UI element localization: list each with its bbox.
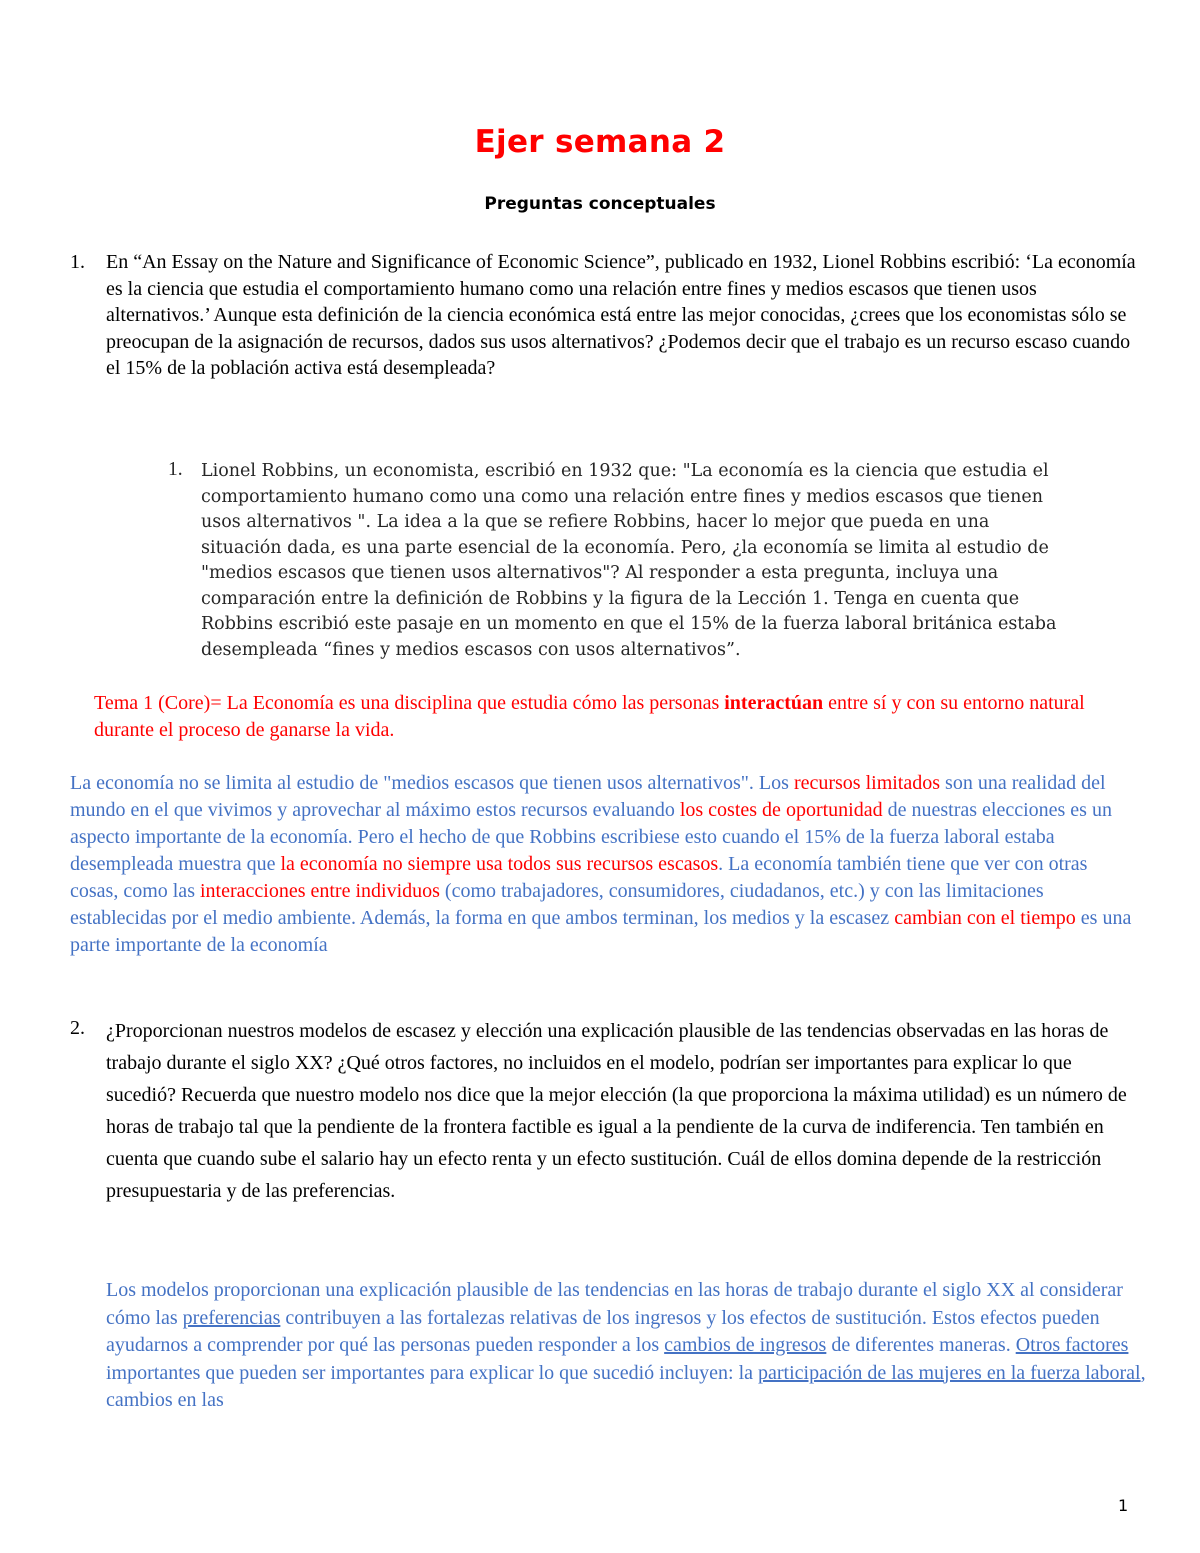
answer-1-text: La economía no se limita al estudio de "medios escasos que tienen usos alternativos". Los [70, 772, 794, 794]
question-2-text: ¿Proporcionan nuestros modelos de escasez y elección una explicación plausible de las tendencias observadas en las horas de trabajo durante el siglo XX? ¿Qué otros factores, no incluidos en el modelo, podrían ser importantes para explicar lo que sucedió? Recuerda que nuestro modelo nos dice que la mejor elección (la que proporciona la máxima utilidad) es un número de horas de trabajo tal que la pendiente de la frontera factible es igual a la pendiente de la curva de indiferencia. Ten también en cuenta que cuando sube el salario hay un efecto renta y un efecto sustitución. Cuál de ellos domina depende de la restricción presupuestaria y de las preferencias. [106, 1020, 1127, 1202]
answer-2-text: contribuyen a las fortalezas relativas de los ingresos y los efectos de sustitución. Estos efectos pueden ayudarnos a comprender por qué las personas pueden responder a los [106, 1306, 1100, 1356]
answer-2-underlined: preferencias [182, 1306, 281, 1329]
answer-1-highlight: cambian con el tiempo [894, 907, 1076, 929]
answer-1 [70, 770, 1140, 959]
section-subtitle: Preguntas conceptuales [484, 194, 716, 214]
answer-2-underlined: Otros factores [1015, 1334, 1129, 1356]
scanned-question-image [148, 450, 1068, 665]
question-1-text: En “An Essay on the Nature and Significance of Economic Science”, publicado en 1932, Lionel Robbins escribió: ‘La economía es la ciencia que estudia el comportamiento humano como una relación entre fines y medios escasos que tienen usos alternativos.’ Aunque esta definición de la ciencia económica está entre las mejor conocidas, ¿crees que los economistas sólo se preocupan de la asignación de recursos, dados sus usos alternativos? ¿Podemos decir que el trabajo es un recurso escaso cuando el 15% de la población activa está desempleada? [106, 251, 1136, 379]
question-1-number: 1. [70, 251, 85, 273]
answer-2-text: , cambios en las [106, 1361, 1146, 1411]
answer-1-highlight: la economía no siempre usa todos sus recursos escasos [280, 853, 719, 875]
answer-1-highlight: recursos limitados [793, 772, 941, 794]
answer-1-text: de nuestras elecciones es un aspecto importante de la economía. Pero el hecho de que Robbins escribiese esto cuando el 15% de la fuerza laboral estaba desempleada muestra que [70, 799, 1112, 875]
tema-text-1: Tema 1 (Core)= La Economía es una disciplina que estudia cómo las personas [94, 692, 725, 714]
tema-definition [94, 690, 1134, 743]
answer-1-text: (como trabajadores, consumidores, ciudadanos, etc.) y con las limitaciones establecidas por el medio ambiente. Además, la forma en que ambos terminan, los medios y la escasez [70, 880, 1044, 929]
answer-1-text: es una parte importante de la economía [70, 907, 1132, 956]
answer-2-text: Los modelos proporcionan una explicación plausible de las tendencias en las horas de trabajo durante el siglo XX al considerar cómo las [106, 1279, 1123, 1329]
answer-1-text: . La economía también tiene que ver con otras cosas, como las [70, 853, 1088, 902]
answer-2-text: de diferentes maneras. [826, 1334, 1016, 1356]
scanned-question-text: Lionel Robbins, un economista, escribió en 1932 que: "La economía es la ciencia que estudia el comportamiento humano como una como una relación entre fines y medios escasos que tienen usos alternativos ". La idea a la que se refiere Robbins, hacer lo mejor que pueda en una situación dada, es una parte esencial de la economía. Pero, ¿la economía se limita al estudio de "medios escasos que tienen usos alternativos"? Al responder a esta pregunta, incluya una comparación entre la definición de Robbins y la figura de la Lección 1. Tenga en cuenta que Robbins escribió este pasaje en un momento en que el 15% de la fuerza laboral británica estaba desempleada “fines y medios escasos con usos alternativos”. [201, 461, 1057, 660]
answer-2-underlined: participación de las mujeres en la fuerza laboral [758, 1361, 1141, 1384]
answer-2-underlined: cambios de ingresos [664, 1334, 827, 1356]
answer-1-text: son una realidad del mundo en el que vivimos y aprovechar al máximo estos recursos evaluando [70, 772, 1106, 821]
question-2-number: 2. [70, 1017, 85, 1039]
answer-2-text: importantes que pueden ser importantes para explicar lo que sucedió incluyen: la [106, 1361, 759, 1384]
document-title: Ejer semana 2 [474, 124, 726, 160]
tema-bold-word: interactúan [724, 692, 824, 714]
page-number: 1 [1118, 1496, 1129, 1515]
answer-2 [106, 1277, 1146, 1415]
answer-1-highlight: los costes de oportunidad [679, 799, 883, 821]
tema-text-2: entre sí y con su entorno natural durante el proceso de ganarse la vida. [94, 692, 1085, 741]
scanned-question-number: 1. [168, 459, 183, 480]
answer-1-highlight: interacciones entre individuos [199, 880, 440, 902]
